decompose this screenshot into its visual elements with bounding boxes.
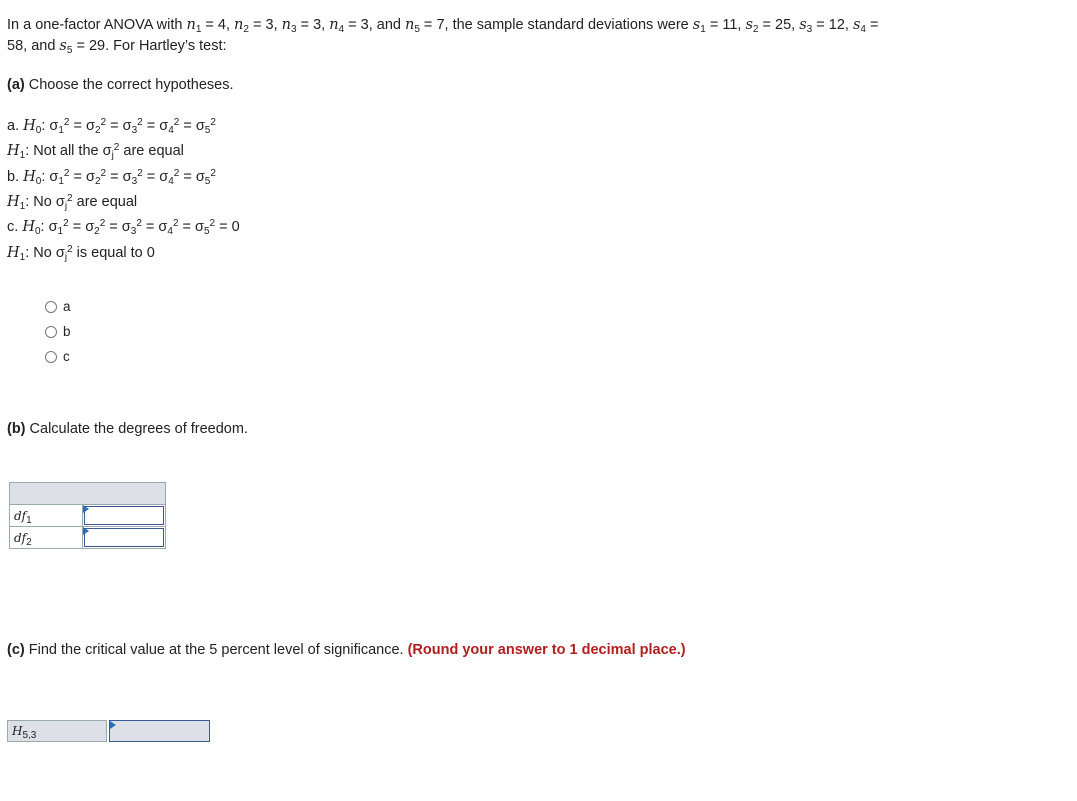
radio-circle[interactable]	[45, 301, 57, 313]
df1-label: $df_1$	[10, 505, 83, 527]
critical-value-input[interactable]	[109, 720, 210, 742]
part-b-heading: (b) Calculate the degrees of freedom.	[7, 421, 248, 437]
df1-input[interactable]	[83, 505, 166, 527]
hypothesis-a-h0: a. $H_0$: $\sigma_1^2 = \sigma_2^2 = \sigma_3^2 = \sigma_4^2 = \sigma_5^2$	[7, 117, 216, 136]
radio-option-a[interactable]	[45, 299, 71, 314]
answer-flag-icon	[83, 505, 89, 513]
radio-label-c: c	[63, 349, 70, 364]
problem-text: In a one-factor ANOVA with $n_1 = 4$, $n_2 = 3$, $n_3 = 3$, $n_4 = 3$, and $n_5 = 7$, the sample standard deviations were $s_1 = 11$, $s_2 = 25$, $s_3 = 12$, $s_4$ =	[7, 17, 879, 35]
hypothesis-c-h1: $H_1$: No $\sigma_j^2$ is equal to 0	[7, 244, 155, 263]
answer-flag-icon	[110, 721, 116, 729]
table-row	[10, 527, 166, 549]
df1-input-box[interactable]	[84, 506, 164, 525]
hypothesis-c-h0: c. $H_0$: $\sigma_1^2 = \sigma_2^2 = \sigma_3^2 = \sigma_4^2 = \sigma_5^2 = 0$	[7, 218, 240, 237]
critical-value-label: $H_{5,3}$	[7, 720, 107, 742]
degrees-of-freedom-table	[9, 482, 166, 549]
part-a-heading: (a) Choose the correct hypotheses.	[7, 77, 234, 93]
hypothesis-b-h1: $H_1$: No $\sigma_j^2$ are equal	[7, 193, 138, 212]
hypothesis-a-h1: $H_1$: Not all the $\sigma_j^2$ are equal	[7, 142, 184, 161]
radio-option-c[interactable]	[45, 349, 70, 364]
problem-text-line2: 58, and $s_5 = 29$. For Hartley’s test:	[7, 38, 227, 56]
critical-value-row	[7, 720, 210, 742]
table-row	[10, 505, 166, 527]
radio-circle[interactable]	[45, 326, 57, 338]
hypothesis-b-h0: b. $H_0$: $\sigma_1^2 = \sigma_2^2 = \sigma_3^2 = \sigma_4^2 = \sigma_5^2$	[7, 168, 216, 187]
answer-flag-icon	[83, 527, 89, 535]
radio-label-b: b	[63, 324, 71, 339]
df2-input-box[interactable]	[84, 528, 164, 547]
table-header-row	[10, 483, 166, 505]
df2-label: $df_2$	[10, 527, 83, 549]
radio-label-a: a	[63, 299, 71, 314]
df2-input[interactable]	[83, 527, 166, 549]
radio-option-b[interactable]	[45, 324, 71, 339]
radio-circle[interactable]	[45, 351, 57, 363]
part-c-heading: (c) Find the critical value at the 5 percent level of significance. (Round your answer to 1 decimal place.)	[7, 642, 686, 658]
